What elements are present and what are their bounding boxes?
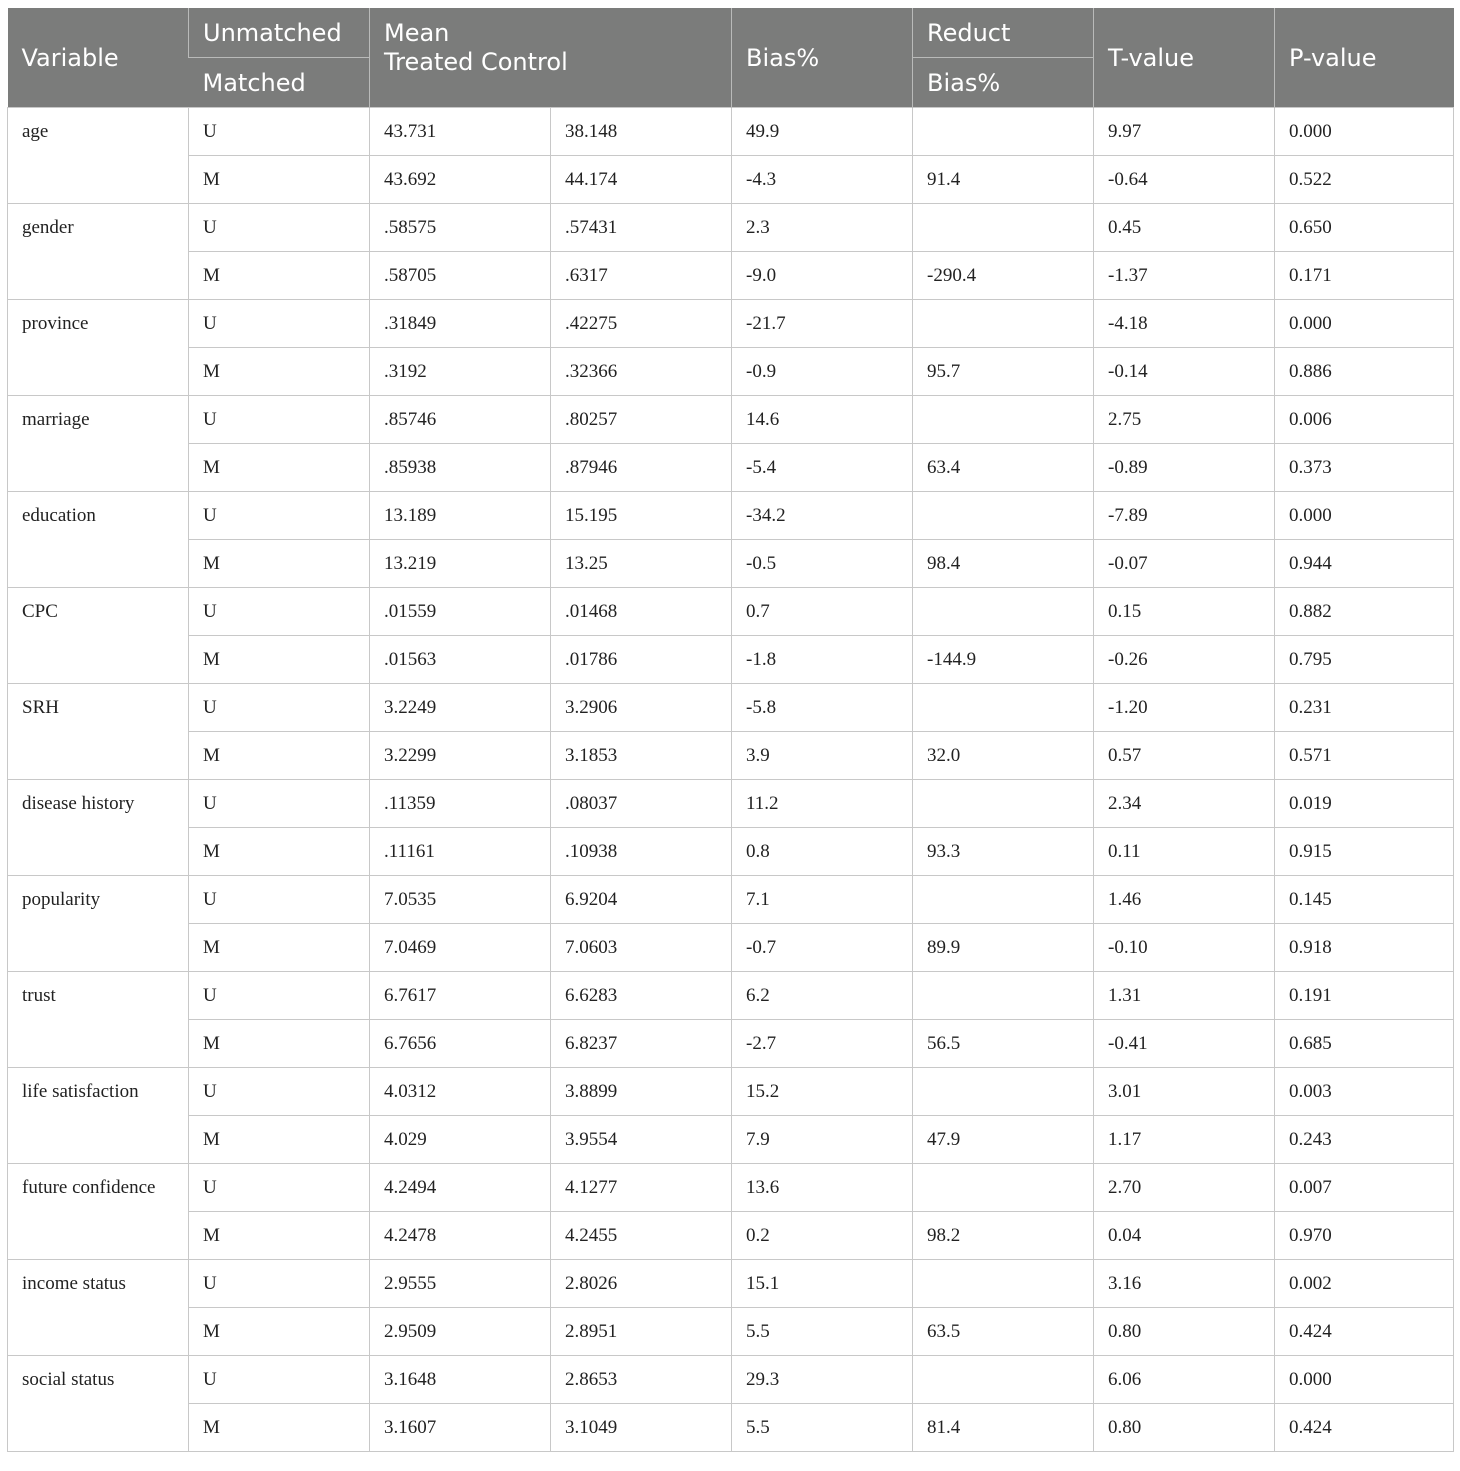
variable-cell xyxy=(8,636,189,684)
treated-cell: .85938 xyxy=(370,444,551,492)
sample-cell: M xyxy=(189,1308,370,1356)
table-row xyxy=(8,924,1454,972)
t-value-cell: 2.70 xyxy=(1094,1164,1275,1212)
sample-cell: M xyxy=(189,156,370,204)
variable-cell xyxy=(8,732,189,780)
p-value-cell: 0.685 xyxy=(1275,1020,1454,1068)
reduct-bias-cell: 56.5 xyxy=(913,1020,1094,1068)
bias-cell: -5.8 xyxy=(732,684,913,732)
control-cell: 6.8237 xyxy=(551,1020,732,1068)
table-row xyxy=(8,684,1454,732)
treated-cell: .01563 xyxy=(370,636,551,684)
control-cell: .08037 xyxy=(551,780,732,828)
table-row xyxy=(8,636,1454,684)
sample-cell: M xyxy=(189,1404,370,1452)
header-reduct: Reduct xyxy=(913,8,1094,58)
control-cell: .32366 xyxy=(551,348,732,396)
bias-cell: 49.9 xyxy=(732,108,913,156)
variable-cell: future confidence xyxy=(8,1164,189,1212)
p-value-cell: 0.944 xyxy=(1275,540,1454,588)
sample-cell: M xyxy=(189,444,370,492)
treated-cell: 7.0469 xyxy=(370,924,551,972)
bias-cell: 0.7 xyxy=(732,588,913,636)
reduct-bias-cell xyxy=(913,1260,1094,1308)
reduct-bias-cell xyxy=(913,108,1094,156)
variable-cell xyxy=(8,156,189,204)
table-row xyxy=(8,1356,1454,1404)
header-unmatched: Unmatched xyxy=(189,8,370,58)
treated-cell: 7.0535 xyxy=(370,876,551,924)
header-t-value: T-value xyxy=(1094,8,1275,108)
treated-cell: 4.0312 xyxy=(370,1068,551,1116)
variable-cell: life satisfaction xyxy=(8,1068,189,1116)
control-cell: 13.25 xyxy=(551,540,732,588)
t-value-cell: 0.15 xyxy=(1094,588,1275,636)
control-cell: 2.8026 xyxy=(551,1260,732,1308)
bias-cell: 15.1 xyxy=(732,1260,913,1308)
p-value-cell: 0.000 xyxy=(1275,1356,1454,1404)
treated-cell: 3.1607 xyxy=(370,1404,551,1452)
p-value-cell: 0.424 xyxy=(1275,1308,1454,1356)
variable-cell: trust xyxy=(8,972,189,1020)
t-value-cell: -0.14 xyxy=(1094,348,1275,396)
treated-cell: 3.2249 xyxy=(370,684,551,732)
t-value-cell: -0.26 xyxy=(1094,636,1275,684)
variable-cell: social status xyxy=(8,1356,189,1404)
variable-cell: marriage xyxy=(8,396,189,444)
control-cell: 2.8951 xyxy=(551,1308,732,1356)
control-cell: .80257 xyxy=(551,396,732,444)
control-cell: 6.9204 xyxy=(551,876,732,924)
bias-cell: 3.9 xyxy=(732,732,913,780)
reduct-bias-cell xyxy=(913,588,1094,636)
treated-cell: 2.9509 xyxy=(370,1308,551,1356)
balance-table xyxy=(7,8,1454,1452)
reduct-bias-cell: 95.7 xyxy=(913,348,1094,396)
p-value-cell: 0.019 xyxy=(1275,780,1454,828)
treated-cell: 13.189 xyxy=(370,492,551,540)
reduct-bias-cell xyxy=(913,972,1094,1020)
reduct-bias-cell: 63.5 xyxy=(913,1308,1094,1356)
reduct-bias-cell: 93.3 xyxy=(913,828,1094,876)
sample-cell: M xyxy=(189,924,370,972)
table-row xyxy=(8,444,1454,492)
table-row xyxy=(8,876,1454,924)
variable-cell: CPC xyxy=(8,588,189,636)
treated-cell: 6.7656 xyxy=(370,1020,551,1068)
header-reduct-bias: Bias% xyxy=(913,58,1094,108)
variable-cell: age xyxy=(8,108,189,156)
sample-cell: U xyxy=(189,108,370,156)
header-treated-control: Treated Control xyxy=(384,48,568,76)
p-value-cell: 0.003 xyxy=(1275,1068,1454,1116)
p-value-cell: 0.231 xyxy=(1275,684,1454,732)
sample-cell: U xyxy=(189,876,370,924)
t-value-cell: 2.75 xyxy=(1094,396,1275,444)
variable-cell: education xyxy=(8,492,189,540)
reduct-bias-cell xyxy=(913,684,1094,732)
control-cell: 3.1853 xyxy=(551,732,732,780)
bias-cell: -2.7 xyxy=(732,1020,913,1068)
t-value-cell: -4.18 xyxy=(1094,300,1275,348)
bias-cell: 29.3 xyxy=(732,1356,913,1404)
t-value-cell: -0.64 xyxy=(1094,156,1275,204)
treated-cell: .01559 xyxy=(370,588,551,636)
t-value-cell: 3.16 xyxy=(1094,1260,1275,1308)
sample-cell: U xyxy=(189,1164,370,1212)
sample-cell: M xyxy=(189,1116,370,1164)
sample-cell: U xyxy=(189,300,370,348)
control-cell: .87946 xyxy=(551,444,732,492)
sample-cell: U xyxy=(189,1356,370,1404)
reduct-bias-cell: 63.4 xyxy=(913,444,1094,492)
control-cell: .6317 xyxy=(551,252,732,300)
t-value-cell: 1.31 xyxy=(1094,972,1275,1020)
bias-cell: -0.7 xyxy=(732,924,913,972)
bias-cell: 6.2 xyxy=(732,972,913,1020)
bias-cell: 7.9 xyxy=(732,1116,913,1164)
t-value-cell: 0.04 xyxy=(1094,1212,1275,1260)
treated-cell: 2.9555 xyxy=(370,1260,551,1308)
table-row xyxy=(8,1404,1454,1452)
treated-cell: .85746 xyxy=(370,396,551,444)
p-value-cell: 0.918 xyxy=(1275,924,1454,972)
reduct-bias-cell xyxy=(913,300,1094,348)
treated-cell: 4.2494 xyxy=(370,1164,551,1212)
p-value-cell: 0.243 xyxy=(1275,1116,1454,1164)
reduct-bias-cell: 89.9 xyxy=(913,924,1094,972)
control-cell: 44.174 xyxy=(551,156,732,204)
p-value-cell: 0.145 xyxy=(1275,876,1454,924)
variable-cell xyxy=(8,1308,189,1356)
reduct-bias-cell xyxy=(913,204,1094,252)
t-value-cell: -1.20 xyxy=(1094,684,1275,732)
reduct-bias-cell: 98.2 xyxy=(913,1212,1094,1260)
t-value-cell: 6.06 xyxy=(1094,1356,1275,1404)
variable-cell: SRH xyxy=(8,684,189,732)
variable-cell xyxy=(8,828,189,876)
treated-cell: 3.1648 xyxy=(370,1356,551,1404)
reduct-bias-cell: -144.9 xyxy=(913,636,1094,684)
table-row xyxy=(8,1116,1454,1164)
p-value-cell: 0.191 xyxy=(1275,972,1454,1020)
sample-cell: U xyxy=(189,1260,370,1308)
variable-cell xyxy=(8,1404,189,1452)
sample-cell: U xyxy=(189,972,370,1020)
variable-cell xyxy=(8,1212,189,1260)
t-value-cell: 0.11 xyxy=(1094,828,1275,876)
reduct-bias-cell xyxy=(913,1356,1094,1404)
p-value-cell: 0.795 xyxy=(1275,636,1454,684)
p-value-cell: 0.424 xyxy=(1275,1404,1454,1452)
treated-cell: .11161 xyxy=(370,828,551,876)
t-value-cell: 1.46 xyxy=(1094,876,1275,924)
reduct-bias-cell: 32.0 xyxy=(913,732,1094,780)
reduct-bias-cell: 98.4 xyxy=(913,540,1094,588)
p-value-cell: 0.000 xyxy=(1275,492,1454,540)
control-cell: .01786 xyxy=(551,636,732,684)
sample-cell: U xyxy=(189,492,370,540)
treated-cell: 13.219 xyxy=(370,540,551,588)
control-cell: 7.0603 xyxy=(551,924,732,972)
bias-cell: -4.3 xyxy=(732,156,913,204)
variable-cell: popularity xyxy=(8,876,189,924)
sample-cell: M xyxy=(189,1020,370,1068)
t-value-cell: -0.07 xyxy=(1094,540,1275,588)
table-row xyxy=(8,780,1454,828)
reduct-bias-cell: -290.4 xyxy=(913,252,1094,300)
bias-cell: 14.6 xyxy=(732,396,913,444)
treated-cell: .11359 xyxy=(370,780,551,828)
t-value-cell: -0.10 xyxy=(1094,924,1275,972)
table-body xyxy=(8,108,1454,1452)
table-row xyxy=(8,1260,1454,1308)
variable-cell: province xyxy=(8,300,189,348)
bias-cell: -9.0 xyxy=(732,252,913,300)
t-value-cell: 0.45 xyxy=(1094,204,1275,252)
treated-cell: .3192 xyxy=(370,348,551,396)
table-row xyxy=(8,396,1454,444)
reduct-bias-cell xyxy=(913,396,1094,444)
control-cell: 3.1049 xyxy=(551,1404,732,1452)
control-cell: .10938 xyxy=(551,828,732,876)
p-value-cell: 0.886 xyxy=(1275,348,1454,396)
t-value-cell: 0.57 xyxy=(1094,732,1275,780)
reduct-bias-cell xyxy=(913,1068,1094,1116)
treated-cell: 4.029 xyxy=(370,1116,551,1164)
sample-cell: U xyxy=(189,204,370,252)
bias-cell: 13.6 xyxy=(732,1164,913,1212)
table-row xyxy=(8,1068,1454,1116)
sample-cell: M xyxy=(189,828,370,876)
p-value-cell: 0.373 xyxy=(1275,444,1454,492)
table-row xyxy=(8,540,1454,588)
sample-cell: U xyxy=(189,588,370,636)
table-row xyxy=(8,972,1454,1020)
p-value-cell: 0.882 xyxy=(1275,588,1454,636)
t-value-cell: 0.80 xyxy=(1094,1308,1275,1356)
t-value-cell: -0.41 xyxy=(1094,1020,1275,1068)
control-cell: .01468 xyxy=(551,588,732,636)
variable-cell xyxy=(8,252,189,300)
p-value-cell: 0.571 xyxy=(1275,732,1454,780)
table-row xyxy=(8,828,1454,876)
bias-cell: 2.3 xyxy=(732,204,913,252)
p-value-cell: 0.002 xyxy=(1275,1260,1454,1308)
p-value-cell: 0.970 xyxy=(1275,1212,1454,1260)
control-cell: .42275 xyxy=(551,300,732,348)
control-cell: 38.148 xyxy=(551,108,732,156)
p-value-cell: 0.171 xyxy=(1275,252,1454,300)
sample-cell: U xyxy=(189,1068,370,1116)
table-row xyxy=(8,492,1454,540)
p-value-cell: 0.522 xyxy=(1275,156,1454,204)
reduct-bias-cell xyxy=(913,492,1094,540)
p-value-cell: 0.007 xyxy=(1275,1164,1454,1212)
treated-cell: 4.2478 xyxy=(370,1212,551,1260)
t-value-cell: -0.89 xyxy=(1094,444,1275,492)
treated-cell: 43.692 xyxy=(370,156,551,204)
treated-cell: 3.2299 xyxy=(370,732,551,780)
variable-cell: disease history xyxy=(8,780,189,828)
control-cell: 3.2906 xyxy=(551,684,732,732)
variable-cell xyxy=(8,924,189,972)
bias-cell: 5.5 xyxy=(732,1308,913,1356)
variable-cell xyxy=(8,348,189,396)
control-cell: 4.1277 xyxy=(551,1164,732,1212)
reduct-bias-cell: 91.4 xyxy=(913,156,1094,204)
control-cell: 6.6283 xyxy=(551,972,732,1020)
table-row xyxy=(8,204,1454,252)
bias-cell: 0.2 xyxy=(732,1212,913,1260)
sample-cell: U xyxy=(189,684,370,732)
header-p-value: P-value xyxy=(1275,8,1454,108)
table-row xyxy=(8,1212,1454,1260)
t-value-cell: -7.89 xyxy=(1094,492,1275,540)
control-cell: 15.195 xyxy=(551,492,732,540)
sample-cell: M xyxy=(189,1212,370,1260)
treated-cell: 6.7617 xyxy=(370,972,551,1020)
control-cell: 4.2455 xyxy=(551,1212,732,1260)
p-value-cell: 0.000 xyxy=(1275,108,1454,156)
table-row xyxy=(8,348,1454,396)
p-value-cell: 0.650 xyxy=(1275,204,1454,252)
table-row xyxy=(8,1308,1454,1356)
bias-cell: -21.7 xyxy=(732,300,913,348)
header-variable: Variable xyxy=(8,8,189,108)
header-bias: Bias% xyxy=(732,8,913,108)
bias-cell: -1.8 xyxy=(732,636,913,684)
t-value-cell: -1.37 xyxy=(1094,252,1275,300)
reduct-bias-cell: 81.4 xyxy=(913,1404,1094,1452)
header-matched: Matched xyxy=(189,58,370,108)
table-row xyxy=(8,156,1454,204)
control-cell: 2.8653 xyxy=(551,1356,732,1404)
sample-cell: M xyxy=(189,348,370,396)
t-value-cell: 1.17 xyxy=(1094,1116,1275,1164)
sample-cell: M xyxy=(189,252,370,300)
bias-cell: 11.2 xyxy=(732,780,913,828)
p-value-cell: 0.000 xyxy=(1275,300,1454,348)
variable-cell xyxy=(8,444,189,492)
header-mean xyxy=(370,8,732,108)
header-mean-label: Mean xyxy=(384,19,450,47)
variable-cell xyxy=(8,1020,189,1068)
variable-cell: income status xyxy=(8,1260,189,1308)
table-row xyxy=(8,108,1454,156)
reduct-bias-cell: 47.9 xyxy=(913,1116,1094,1164)
variable-cell: gender xyxy=(8,204,189,252)
sample-cell: M xyxy=(189,636,370,684)
t-value-cell: 2.34 xyxy=(1094,780,1275,828)
p-value-cell: 0.006 xyxy=(1275,396,1454,444)
table-header xyxy=(8,8,1454,108)
t-value-cell: 3.01 xyxy=(1094,1068,1275,1116)
reduct-bias-cell xyxy=(913,876,1094,924)
bias-cell: -34.2 xyxy=(732,492,913,540)
table-row xyxy=(8,588,1454,636)
variable-cell xyxy=(8,1116,189,1164)
variable-cell xyxy=(8,540,189,588)
reduct-bias-cell xyxy=(913,780,1094,828)
bias-cell: 0.8 xyxy=(732,828,913,876)
treated-cell: .58575 xyxy=(370,204,551,252)
treated-cell: .31849 xyxy=(370,300,551,348)
table-row xyxy=(8,252,1454,300)
control-cell: 3.8899 xyxy=(551,1068,732,1116)
table-row xyxy=(8,732,1454,780)
sample-cell: U xyxy=(189,396,370,444)
bias-cell: 5.5 xyxy=(732,1404,913,1452)
table-row xyxy=(8,1020,1454,1068)
bias-cell: -0.9 xyxy=(732,348,913,396)
treated-cell: .58705 xyxy=(370,252,551,300)
table-row xyxy=(8,300,1454,348)
sample-cell: M xyxy=(189,540,370,588)
bias-cell: -5.4 xyxy=(732,444,913,492)
sample-cell: M xyxy=(189,732,370,780)
control-cell: .57431 xyxy=(551,204,732,252)
bias-cell: -0.5 xyxy=(732,540,913,588)
sample-cell: U xyxy=(189,780,370,828)
table-row xyxy=(8,1164,1454,1212)
t-value-cell: 9.97 xyxy=(1094,108,1275,156)
p-value-cell: 0.915 xyxy=(1275,828,1454,876)
reduct-bias-cell xyxy=(913,1164,1094,1212)
control-cell: 3.9554 xyxy=(551,1116,732,1164)
bias-cell: 15.2 xyxy=(732,1068,913,1116)
t-value-cell: 0.80 xyxy=(1094,1404,1275,1452)
treated-cell: 43.731 xyxy=(370,108,551,156)
bias-cell: 7.1 xyxy=(732,876,913,924)
